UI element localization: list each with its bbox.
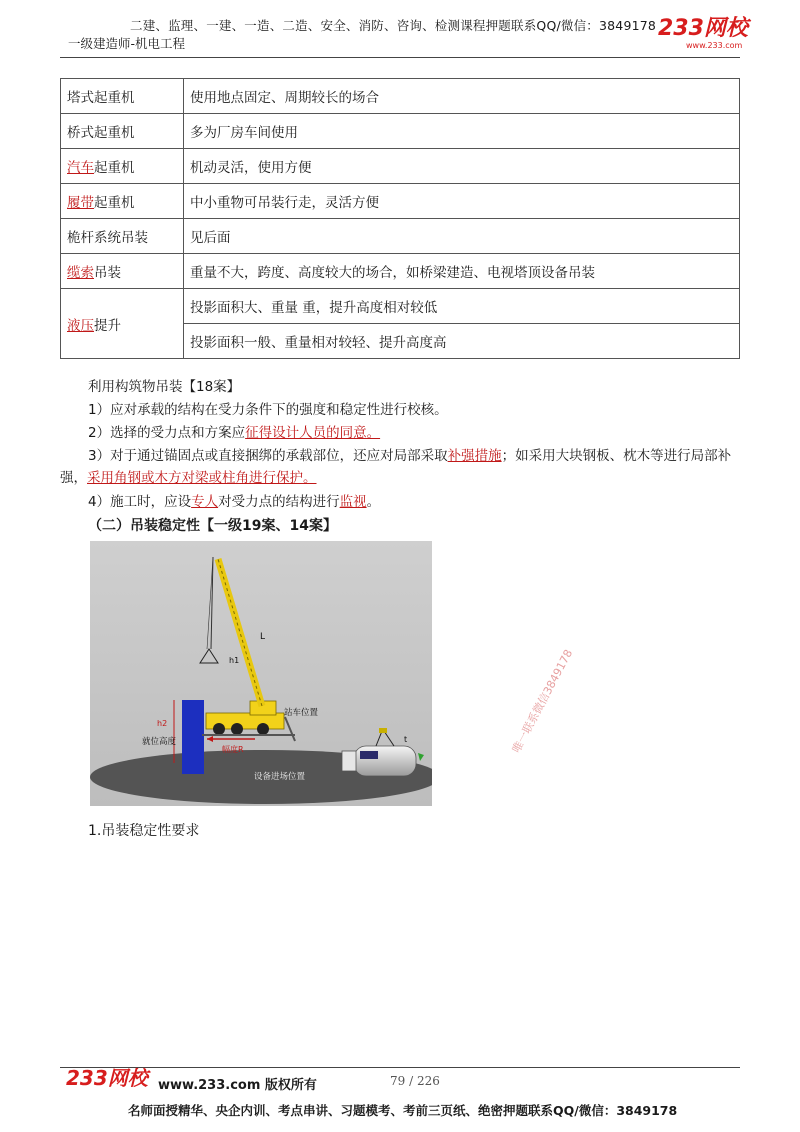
highlight-reinforcement: 补强措施	[447, 448, 502, 464]
table-value-cell: 中小重物可吊装行走，灵活方便	[184, 184, 740, 219]
table-value-cell: 投影面积大、重量 重，提升高度相对较低	[184, 289, 740, 324]
table-key-text: 吊装	[94, 265, 121, 281]
table-key-cell	[61, 289, 184, 359]
table-row	[61, 289, 740, 324]
equipment-tank	[354, 746, 416, 776]
label-equipment-entry: 设备进场位置	[254, 772, 306, 782]
label-h1: h1	[229, 656, 240, 665]
footer-logo: 233网校	[66, 1066, 148, 1090]
section-title-structure-lifting: 利用构筑物吊装【18案】	[88, 379, 241, 395]
header-rule	[60, 57, 740, 58]
table-key-cell	[61, 254, 184, 289]
tank-lifting-lug	[379, 728, 387, 733]
table-value-cell: 机动灵活，使用方便	[184, 149, 740, 184]
label-L: L	[260, 632, 266, 642]
table-row	[61, 79, 740, 114]
tank-end-cap	[342, 751, 356, 771]
table-value-cell: 见后面	[184, 219, 740, 254]
label-crane-station: 站车位置	[284, 708, 319, 718]
table-key-text: 桅杆系统吊装	[67, 230, 148, 246]
footer-ad-text: 名师面授精华、央企内训、考点串讲、习题模考、考前三页纸、绝密押题联系QQ/微信：3849178	[128, 1103, 678, 1118]
table-key-highlight: 缆索	[67, 265, 94, 281]
footer-site-copyright: www.233.com 版权所有	[158, 1078, 317, 1093]
paragraph-4: 4）施工时，应设专人对受力点的结构进行监视。	[88, 494, 381, 510]
label-install-height: 就位高度	[142, 737, 177, 747]
label-radius: 幅度R	[222, 745, 244, 754]
paragraph-3: 3）对于通过锚固点或直接捆绑的承载部位，还应对局部采取补强措施；如采用大块钢板、枕木等进行局部补强，采用角钢或木方对梁或柱角进行保护。	[60, 448, 732, 486]
table-row	[61, 114, 740, 149]
label-h2: h2	[157, 719, 168, 728]
watermark: 唯一联系微信3849178	[509, 647, 576, 756]
highlight-design-approval: 征得设计人员的同意。	[245, 425, 381, 441]
footer-rule	[60, 1067, 740, 1068]
table-key-cell	[61, 79, 184, 114]
crane-comparison-table	[60, 78, 740, 359]
table-key-text: 提升	[94, 317, 121, 334]
crane-stability-figure	[90, 541, 432, 806]
figure-caption-stability: 1.吊装稳定性要求	[88, 823, 200, 839]
label-t: t	[404, 735, 408, 744]
table-key-highlight: 汽车	[67, 160, 94, 176]
table-row	[61, 149, 740, 184]
table-key-text: 塔式起重机	[67, 90, 135, 106]
table-key-cell	[61, 219, 184, 254]
table-key-text: 起重机	[94, 195, 135, 211]
brand-logo-url: www.233.com	[686, 41, 743, 50]
table-value-cell: 投影面积一般、重量相对较轻、提升高度高	[184, 324, 740, 359]
tank-panel	[360, 751, 378, 759]
table-key-cell	[61, 184, 184, 219]
table-row	[61, 219, 740, 254]
table-key-highlight: 履带	[67, 195, 94, 211]
crane-diagram	[90, 541, 432, 806]
paragraph-2: 2）选择的受力点和方案应征得设计人员的同意。	[88, 425, 381, 441]
wheel-3	[257, 723, 269, 735]
brand-logo: 233网校	[658, 16, 748, 41]
table-key-cell	[61, 149, 184, 184]
table-value-cell: 多为厂房车间使用	[184, 114, 740, 149]
table-key-text: 起重机	[94, 160, 135, 176]
table-row	[61, 254, 740, 289]
paragraph-1: 1）应对承载的结构在受力条件下的强度和稳定性进行校核。	[88, 402, 448, 418]
highlight-specialist: 专人	[191, 494, 219, 510]
table-value-cell: 重量不大，跨度、高度较大的场合，如桥梁建造、电视塔顶设备吊装	[184, 254, 740, 289]
section-heading-stability: （二）吊装稳定性【一级19案、14案】	[88, 518, 337, 534]
highlight-monitor: 监视	[339, 494, 367, 510]
header-ad-text: 二建、监理、一建、一造、二造、安全、消防、咨询、检测课程押题联系QQ/微信：3849178	[130, 18, 657, 33]
table-key-highlight: 液压	[67, 317, 94, 334]
table-value-cell: 使用地点固定、周期较长的场合	[184, 79, 740, 114]
document-subtitle: 一级建造师-机电工程	[68, 36, 186, 51]
table-key-cell	[61, 114, 184, 149]
highlight-protection: 采用角钢或木方对梁或柱角进行保护。	[87, 470, 317, 486]
page-number: 79 / 226	[390, 1074, 440, 1088]
wheel-1	[213, 723, 225, 735]
table-key-text: 桥式起重机	[67, 125, 135, 141]
wheel-2	[231, 723, 243, 735]
target-column	[182, 700, 204, 774]
table-row	[61, 184, 740, 219]
